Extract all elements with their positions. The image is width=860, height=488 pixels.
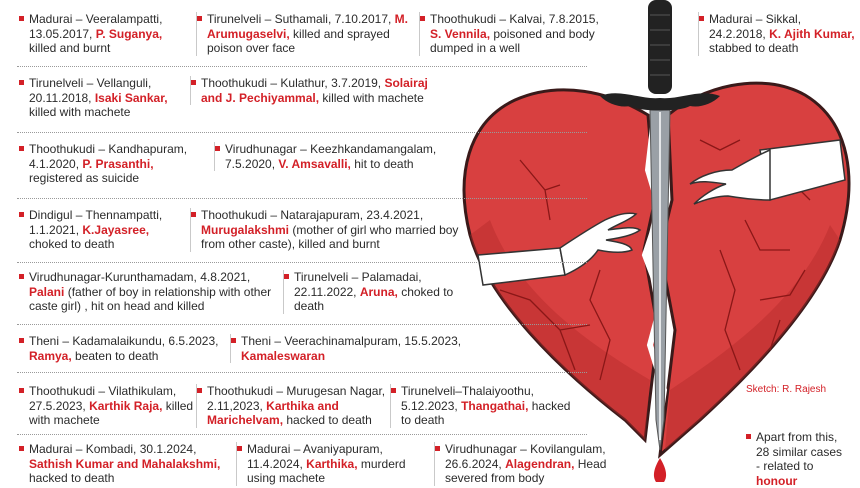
case-location: Madurai – Veeralampatti, 13.05.2017, bbox=[29, 12, 163, 41]
divider bbox=[17, 324, 587, 325]
bullet-icon bbox=[435, 446, 440, 451]
bullet-icon bbox=[19, 388, 24, 393]
case-location: Theni – Kadamalaikundu, 6.5.2023, bbox=[29, 334, 219, 348]
victim-name: Palani bbox=[29, 284, 65, 299]
victim-name: Alagendran, bbox=[505, 456, 575, 471]
case-location: Dindigul – Thennampatti, 1.1.2021, bbox=[29, 208, 163, 237]
case-location: Thoothukudi – Kandhapuram, 4.1.2020, bbox=[29, 142, 188, 171]
case-detail: (father of boy in relationship with other caste girl) , hit on head and killed bbox=[29, 284, 272, 313]
bullet-icon bbox=[197, 388, 202, 393]
case-detail: poisoned and body dumped in a well bbox=[430, 26, 595, 55]
case-detail: choked to death bbox=[29, 237, 115, 251]
case-location: Thoothukudi – Vilathikulam, 27.5.2023, bbox=[29, 384, 177, 413]
bullet-icon bbox=[284, 274, 289, 279]
case-card bbox=[236, 442, 432, 486]
case-location: Thoothukudi – Kalvai, 7.8.2015, bbox=[430, 12, 599, 26]
bullet-icon bbox=[19, 446, 24, 451]
divider bbox=[17, 198, 587, 199]
blood-drop bbox=[654, 458, 666, 482]
bullet-icon bbox=[19, 338, 24, 343]
case-location: Virudhunagar-Kurunthamadam, 4.8.2021, bbox=[29, 270, 251, 284]
sketch-credit: Sketch: R. Rajesh bbox=[746, 384, 827, 395]
case-detail: hacked to death bbox=[401, 398, 571, 427]
case-location: Virudhunagar – Kovilangulam, 26.6.2024, bbox=[445, 442, 606, 471]
bullet-icon bbox=[746, 434, 751, 439]
bullet-icon bbox=[699, 16, 704, 21]
case-card bbox=[196, 12, 418, 56]
victim-name: S. Vennila, bbox=[430, 26, 491, 41]
victim-name: V. Amsavalli, bbox=[278, 156, 351, 171]
case-card bbox=[17, 142, 209, 186]
case-detail: hacked to death bbox=[283, 413, 372, 427]
case-detail: hacked to death bbox=[29, 471, 115, 485]
case-location: Thoothukudi – Murugesan Nagar, 2.11,2023, bbox=[207, 384, 386, 413]
victim-name: Karthika and Marichelvam, bbox=[207, 398, 339, 427]
bullet-icon bbox=[420, 16, 425, 21]
case-detail: killed and sprayed poison over face bbox=[207, 26, 390, 55]
victim-name: P. Suganya, bbox=[95, 26, 163, 41]
case-card bbox=[214, 142, 450, 171]
victim-name: Aruna, bbox=[359, 284, 398, 299]
case-card bbox=[698, 12, 858, 56]
divider bbox=[17, 132, 587, 133]
case-card bbox=[196, 384, 388, 428]
divider bbox=[17, 372, 587, 373]
case-detail: registered as suicide bbox=[29, 171, 140, 185]
summary-note bbox=[744, 430, 848, 488]
case-card bbox=[434, 442, 614, 486]
divider bbox=[17, 262, 587, 263]
bullet-icon bbox=[391, 388, 396, 393]
victim-name: K.Jayasree, bbox=[82, 222, 150, 237]
divider bbox=[17, 66, 587, 67]
bullet-icon bbox=[197, 16, 202, 21]
victim-name: Solairaj and J. Pechiyammal, bbox=[201, 76, 428, 105]
case-card bbox=[17, 384, 195, 428]
bullet-icon bbox=[19, 16, 24, 21]
case-location: Madurai – Avaniyapuram, 11.4.2024, bbox=[247, 442, 383, 471]
case-card bbox=[419, 12, 605, 56]
victim-name: Thangathai, bbox=[461, 398, 529, 413]
victim-name: Sathish Kumar and Mahalakshmi, bbox=[29, 456, 221, 471]
case-detail: (mother of girl who married boy from other caste), killed and burnt bbox=[201, 222, 459, 251]
case-location: Theni – Veerachinamalpuram, 15.5.2023, bbox=[241, 334, 462, 348]
victim-name: Kamaleswaran bbox=[241, 348, 326, 363]
case-detail: murderd using machete bbox=[247, 456, 406, 485]
case-detail: killed with machete bbox=[319, 90, 424, 105]
case-location: Thoothukudi – Natarajapuram, 23.4.2021, bbox=[201, 208, 424, 222]
case-detail: killed and burnt bbox=[29, 41, 111, 55]
case-card bbox=[390, 384, 580, 428]
bullet-icon bbox=[215, 146, 220, 151]
victim-name: Karthik Raja, bbox=[89, 398, 163, 413]
case-location: Madurai – Sikkal, 24.2.2018, bbox=[709, 12, 802, 41]
dagger-handle bbox=[648, 0, 672, 94]
bullet-icon bbox=[191, 212, 196, 217]
case-card bbox=[283, 270, 473, 314]
bullet-icon bbox=[231, 338, 236, 343]
case-location: Tirunelveli – Vellanguli, 20.11.2018, bbox=[29, 76, 152, 105]
bullet-icon bbox=[191, 80, 196, 85]
case-card bbox=[17, 208, 189, 252]
case-card bbox=[190, 208, 460, 252]
victim-name: K. Ajith Kumar, bbox=[769, 26, 855, 41]
case-location: Thoothukudi – Kulathur, 3.7.2019, bbox=[201, 76, 385, 90]
bullet-icon bbox=[19, 146, 24, 151]
case-card bbox=[17, 442, 227, 486]
case-detail: hit to death bbox=[350, 156, 414, 171]
case-location: Virudhunagar – Keezhkandamangalam, 7.5.2020, bbox=[225, 142, 437, 171]
case-location: Tirunelveli – Palamadai, 22.11.2022, bbox=[294, 270, 422, 299]
case-detail: stabbed to death bbox=[709, 41, 799, 55]
bullet-icon bbox=[19, 80, 24, 85]
case-card bbox=[230, 334, 470, 363]
case-location: Tirunelveli – Suthamali, 7.10.2017, bbox=[207, 12, 395, 26]
victim-name: Isaki Sankar, bbox=[94, 90, 168, 105]
bullet-icon bbox=[19, 212, 24, 217]
case-detail: Head severed from body bbox=[445, 456, 607, 485]
victim-name: Murugalakshmi bbox=[201, 222, 290, 237]
case-detail: choked to death bbox=[294, 284, 454, 313]
case-card bbox=[17, 334, 231, 363]
bullet-icon bbox=[19, 274, 24, 279]
bullet-icon bbox=[237, 446, 242, 451]
victim-name: P. Prasanthi, bbox=[82, 156, 154, 171]
victim-name: Ramya, bbox=[29, 348, 72, 363]
victim-name: Karthika, bbox=[306, 456, 358, 471]
case-card bbox=[17, 12, 189, 56]
victim-name: M. Arumugaselvi, bbox=[207, 12, 409, 41]
summary-highlight: honour bbox=[756, 473, 798, 488]
divider bbox=[17, 434, 587, 435]
case-location: Tirunelveli–Thalaiyoothu, 5.12.2023, bbox=[401, 384, 534, 413]
case-card bbox=[190, 76, 430, 105]
case-detail: beaten to death bbox=[71, 348, 159, 363]
case-card bbox=[17, 76, 195, 120]
case-detail: killed with machete bbox=[29, 105, 131, 119]
summary-text: Apart from this, 28 similar cases - related to bbox=[756, 430, 843, 473]
case-detail: killed with machete bbox=[29, 398, 194, 427]
case-card bbox=[17, 270, 279, 314]
case-location: Madurai – Kombadi, 30.1.2024, bbox=[29, 442, 197, 456]
